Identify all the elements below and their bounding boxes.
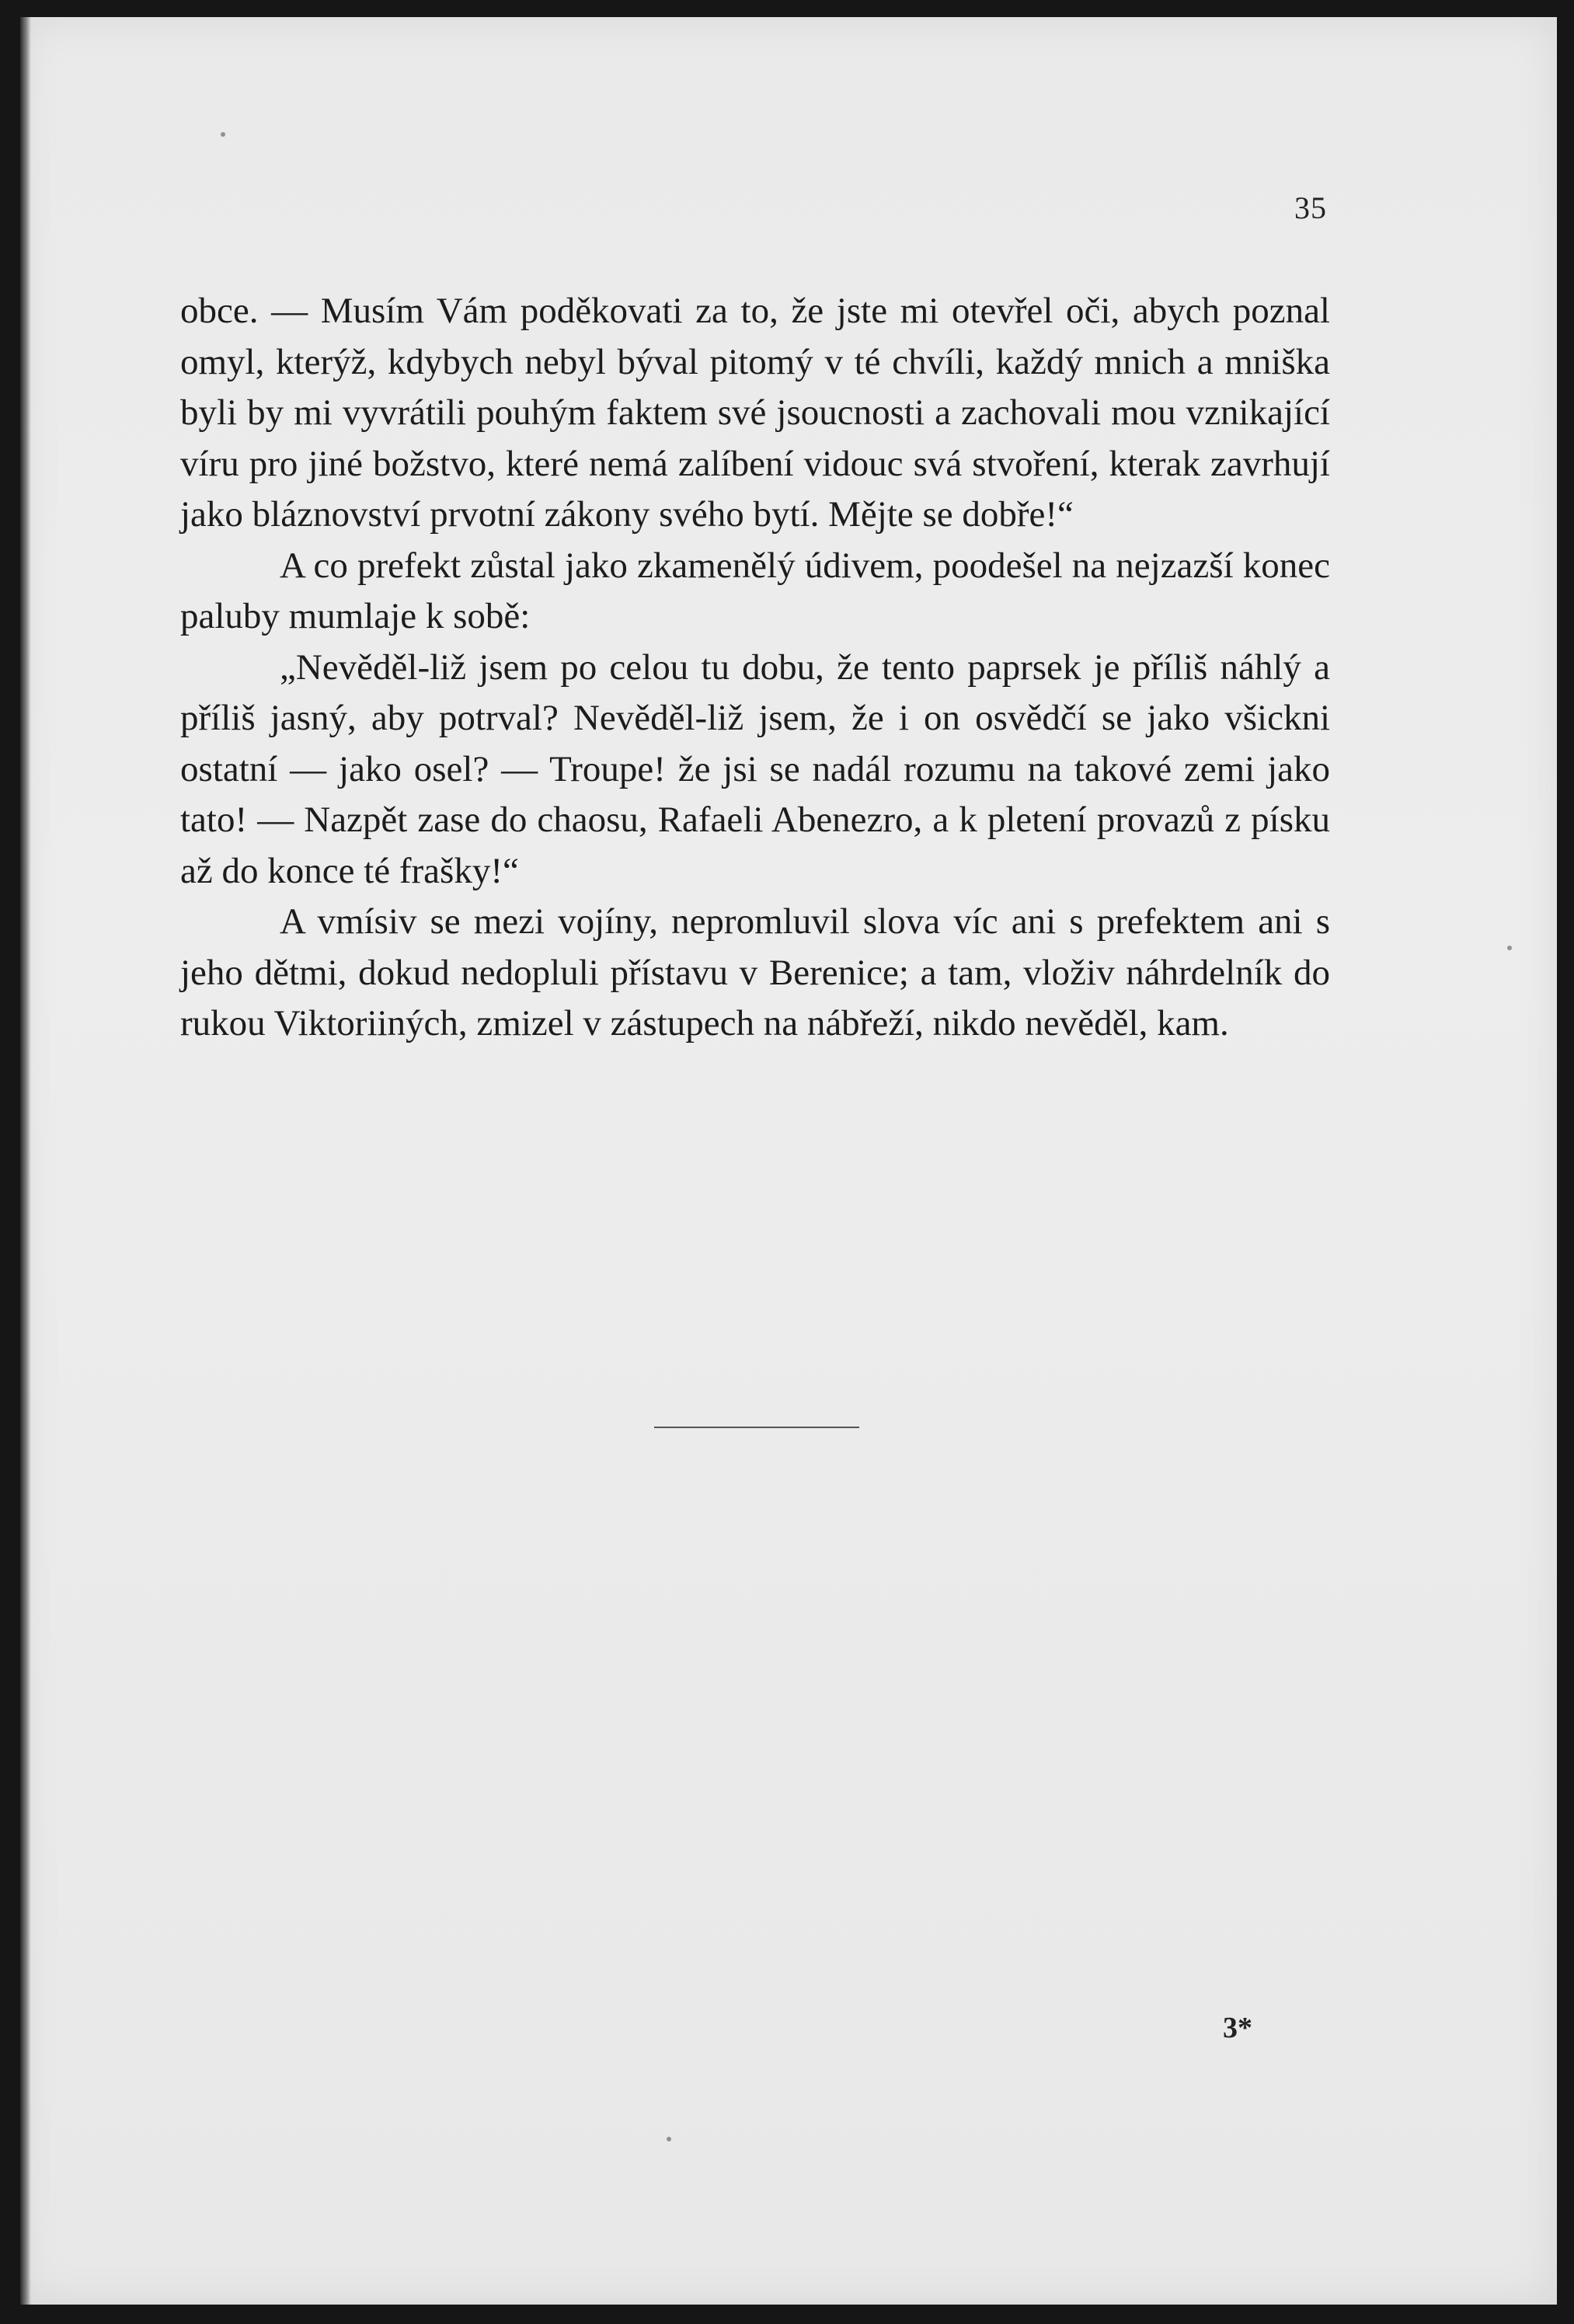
paper-speck [1507,946,1512,950]
paragraph-1: obce. — Musím Vám poděkovati za to, že jste mi otevřel oči, abych poznal omyl, kterýž, kdybych nebyl býval pitomý v té chvíli, každý mnich a mniška byli by mi vyvrátili pouhým faktem své jsoucnosti a zachovali mou vznikající víru pro jiné božstvo, které nemá zalíbení vidouc svá stvoření, kterak zavrhují jako bláznovství prvotní zákony svého bytí. Mějte se dobře!“ [180,291,1330,535]
paper-speck [221,132,225,137]
page-number: 35 [1294,190,1327,225]
signature-mark: 3* [1223,2012,1252,2044]
paragraph-2: A co prefekt zůstal jako zkamenělý údivem, poodešel na nejzazší konec paluby mumlaje k sobě: [180,545,1330,636]
binding-edge [20,17,31,2305]
paragraph-4: A vmísiv se mezi vojíny, nepromluvil slova víc ani s prefektem ani s jeho dětmi, dokud nedopluli přístavu v Berenice; a tam, vloživ náhrdelník do rukou Viktoriiných, zmizel v zástupech na nábřeží, nikdo nevěděl, kam. [180,901,1330,1044]
body-text [180,286,1330,1050]
paragraph-3: „Nevěděl-liž jsem po celou tu dobu, že tento paprsek je příliš náhlý a příliš jasný, aby potrval? Nevěděl-liž jsem, že i on osvědčí se jako všickni ostatní — jako osel? — Troupe! že jsi se nadál rozumu na takové zemi jako tato! — Nazpět zase do chaosu, Rafaeli Abenezro, a k pletení provazů z písku až do konce té frašky!“ [180,646,1330,891]
paper-speck [667,2137,671,2141]
section-end-rule [654,1427,859,1428]
